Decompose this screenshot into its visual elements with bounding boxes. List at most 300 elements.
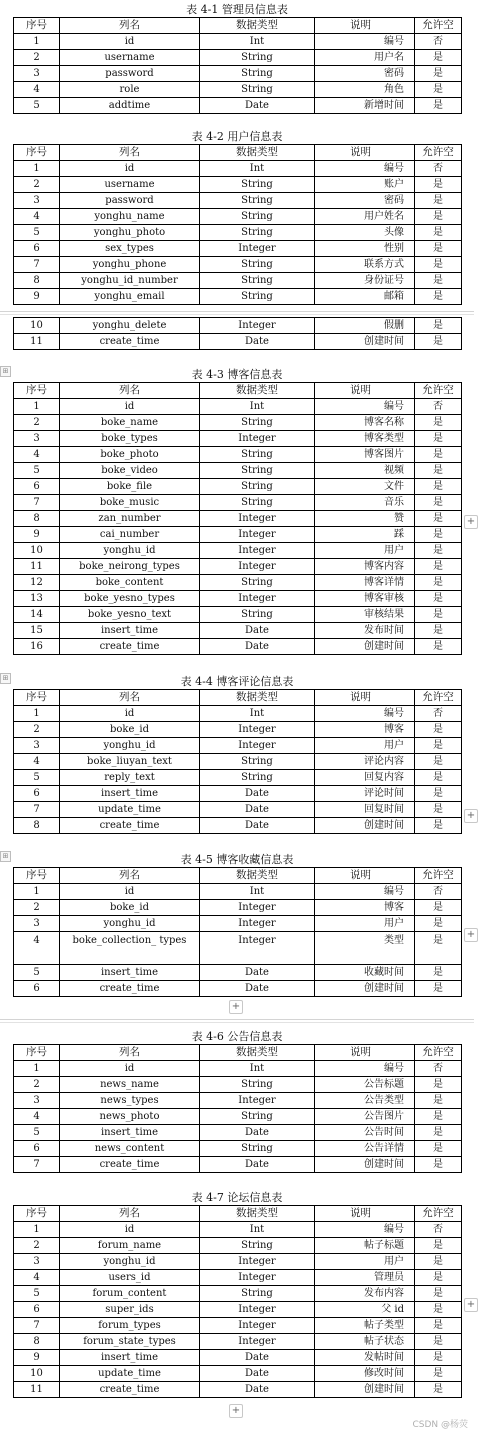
- cell-type: Int: [200, 884, 315, 900]
- cell-type: Integer: [200, 1254, 315, 1270]
- cell-null: 否: [415, 884, 462, 900]
- header-desc: 说明: [315, 868, 415, 884]
- cell-col: yonghu_id: [60, 916, 200, 932]
- header-desc: 说明: [315, 1206, 415, 1222]
- cell-type: Date: [200, 981, 315, 997]
- cell-null: 是: [415, 770, 462, 786]
- header-col: 列名: [60, 383, 200, 399]
- cell-null: 是: [415, 225, 462, 241]
- table-header-row: [14, 18, 462, 34]
- cell-type: String: [200, 415, 315, 431]
- cell-null: 是: [415, 209, 462, 225]
- cell-null: 是: [415, 1238, 462, 1254]
- cell-null: 是: [415, 82, 462, 98]
- table-row: [14, 415, 462, 431]
- cell-null: 是: [415, 981, 462, 997]
- cell-no: 8: [14, 511, 60, 527]
- cell-col: yonghu_id_number: [60, 273, 200, 289]
- cell-null: 是: [415, 1093, 462, 1109]
- header-col: 列名: [60, 1206, 200, 1222]
- table-row: [14, 900, 462, 916]
- cell-type: Integer: [200, 1334, 315, 1350]
- cell-type: Date: [200, 334, 315, 350]
- cell-col: yonghu_id: [60, 1254, 200, 1270]
- cell-desc: 创建时间: [315, 639, 415, 655]
- table-row: [14, 1382, 462, 1398]
- cell-type: Date: [200, 1125, 315, 1141]
- cell-desc: 博客: [315, 900, 415, 916]
- header-type: 数据类型: [200, 690, 315, 706]
- cell-type: String: [200, 770, 315, 786]
- table-row: [14, 981, 462, 997]
- data-table: [13, 144, 462, 305]
- header-null: 允许空: [415, 1206, 462, 1222]
- table-header-row: [14, 145, 462, 161]
- table-continued: [13, 317, 462, 350]
- cell-null: 否: [415, 399, 462, 415]
- table-row: [14, 1061, 462, 1077]
- cell-col: yonghu_phone: [60, 257, 200, 273]
- cell-type: Integer: [200, 241, 315, 257]
- cell-type: String: [200, 463, 315, 479]
- cell-desc: 博客: [315, 722, 415, 738]
- cell-desc: 博客详情: [315, 575, 415, 591]
- cell-desc: 帖子类型: [315, 1318, 415, 1334]
- cell-null: 是: [415, 1286, 462, 1302]
- cell-desc: 发布内容: [315, 1286, 415, 1302]
- cell-desc: 公告类型: [315, 1093, 415, 1109]
- table-move-handle-icon[interactable]: ⊞: [0, 851, 11, 862]
- cell-type: String: [200, 607, 315, 623]
- cell-no: 2: [14, 1077, 60, 1093]
- table-row: [14, 543, 462, 559]
- cell-col: id: [60, 34, 200, 50]
- cell-null: 是: [415, 447, 462, 463]
- header-null: 允许空: [415, 690, 462, 706]
- cell-type: Date: [200, 639, 315, 655]
- cell-desc: 博客名称: [315, 415, 415, 431]
- cell-null: 是: [415, 1109, 462, 1125]
- table-row: [14, 1302, 462, 1318]
- table-row: [14, 399, 462, 415]
- cell-col: update_time: [60, 1366, 200, 1382]
- cell-desc: 假删: [315, 318, 415, 334]
- cell-col: super_ids: [60, 1302, 200, 1318]
- cell-null: 是: [415, 1366, 462, 1382]
- header-col: 列名: [60, 690, 200, 706]
- cell-col: password: [60, 66, 200, 82]
- cell-type: Integer: [200, 559, 315, 575]
- header-no: 序号: [14, 1045, 60, 1061]
- table-row: [14, 1077, 462, 1093]
- cell-null: 是: [415, 1382, 462, 1398]
- table-row: [14, 241, 462, 257]
- add-row-plus-icon[interactable]: +: [229, 1000, 243, 1014]
- cell-type: Date: [200, 1366, 315, 1382]
- cell-no: 6: [14, 786, 60, 802]
- cell-desc: 用户: [315, 916, 415, 932]
- cell-col: forum_name: [60, 1238, 200, 1254]
- cell-no: 4: [14, 209, 60, 225]
- cell-no: 5: [14, 1125, 60, 1141]
- cell-null: 是: [415, 527, 462, 543]
- cell-no: 5: [14, 770, 60, 786]
- table-row: [14, 1350, 462, 1366]
- cell-desc: 密码: [315, 66, 415, 82]
- table-row: [14, 1286, 462, 1302]
- cell-col: yonghu_email: [60, 289, 200, 305]
- table-row: [14, 1366, 462, 1382]
- cell-type: String: [200, 225, 315, 241]
- cell-type: Int: [200, 161, 315, 177]
- cell-null: 是: [415, 479, 462, 495]
- cell-col: create_time: [60, 334, 200, 350]
- cell-null: 是: [415, 1334, 462, 1350]
- cell-no: 1: [14, 706, 60, 722]
- cell-null: 否: [415, 161, 462, 177]
- cell-no: 11: [14, 334, 60, 350]
- cell-col: yonghu_id: [60, 543, 200, 559]
- cell-type: Integer: [200, 722, 315, 738]
- cell-no: 4: [14, 932, 60, 965]
- cell-null: 是: [415, 802, 462, 818]
- table-row: [14, 463, 462, 479]
- cell-col: boke_id: [60, 900, 200, 916]
- data-table: [13, 689, 462, 834]
- header-desc: 说明: [315, 18, 415, 34]
- table-row: [14, 591, 462, 607]
- add-row-plus-icon[interactable]: +: [464, 515, 478, 529]
- table-row: [14, 1109, 462, 1125]
- table-row: [14, 932, 462, 965]
- header-no: 序号: [14, 1206, 60, 1222]
- cell-no: 5: [14, 225, 60, 241]
- table-caption: 表 4-6 公告信息表: [191, 1030, 283, 1043]
- cell-no: 2: [14, 900, 60, 916]
- cell-null: 是: [415, 334, 462, 350]
- cell-type: Integer: [200, 527, 315, 543]
- table-row: [14, 82, 462, 98]
- add-row-plus-icon[interactable]: +: [464, 928, 478, 942]
- cell-desc: 公告时间: [315, 1125, 415, 1141]
- table-caption: 表 4-7 论坛信息表: [191, 1191, 283, 1204]
- table-row: [14, 1093, 462, 1109]
- header-null: 允许空: [415, 1045, 462, 1061]
- cell-type: String: [200, 177, 315, 193]
- cell-null: 是: [415, 1077, 462, 1093]
- table-row: [14, 273, 462, 289]
- data-table: [13, 17, 462, 114]
- cell-col: boke_id: [60, 722, 200, 738]
- cell-no: 9: [14, 1350, 60, 1366]
- cell-no: 7: [14, 1157, 60, 1173]
- cell-type: Integer: [200, 738, 315, 754]
- page-break-line: [0, 1022, 474, 1023]
- cell-type: Date: [200, 786, 315, 802]
- cell-null: 否: [415, 1222, 462, 1238]
- cell-type: Date: [200, 818, 315, 834]
- cell-null: 是: [415, 965, 462, 981]
- page-break-line: [0, 311, 474, 312]
- cell-desc: 性别: [315, 241, 415, 257]
- table-move-handle-icon[interactable]: ⊞: [0, 673, 11, 684]
- cell-type: Date: [200, 802, 315, 818]
- cell-desc: 身份证号: [315, 273, 415, 289]
- cell-type: String: [200, 50, 315, 66]
- header-null: 允许空: [415, 18, 462, 34]
- cell-null: 是: [415, 463, 462, 479]
- cell-no: 11: [14, 1382, 60, 1398]
- header-no: 序号: [14, 145, 60, 161]
- cell-desc: 用户: [315, 543, 415, 559]
- cell-no: 3: [14, 916, 60, 932]
- table-row: [14, 209, 462, 225]
- cell-col: reply_text: [60, 770, 200, 786]
- cell-desc: 账户: [315, 177, 415, 193]
- cell-col: boke_photo: [60, 447, 200, 463]
- cell-type: Integer: [200, 1093, 315, 1109]
- table-row: [14, 1125, 462, 1141]
- cell-null: 是: [415, 273, 462, 289]
- header-no: 序号: [14, 690, 60, 706]
- cell-no: 10: [14, 543, 60, 559]
- table-row: [14, 34, 462, 50]
- cell-null: 是: [415, 98, 462, 114]
- header-col: 列名: [60, 1045, 200, 1061]
- cell-col: create_time: [60, 1382, 200, 1398]
- cell-null: 否: [415, 1061, 462, 1077]
- cell-type: String: [200, 754, 315, 770]
- table-header-row: [14, 1206, 462, 1222]
- header-no: 序号: [14, 18, 60, 34]
- cell-no: 12: [14, 575, 60, 591]
- cell-null: 是: [415, 607, 462, 623]
- cell-col: news_content: [60, 1141, 200, 1157]
- cell-no: 15: [14, 623, 60, 639]
- cell-null: 是: [415, 1157, 462, 1173]
- cell-desc: 博客图片: [315, 447, 415, 463]
- cell-col: boke_music: [60, 495, 200, 511]
- header-type: 数据类型: [200, 145, 315, 161]
- table-row: [14, 884, 462, 900]
- cell-col: forum_content: [60, 1286, 200, 1302]
- cell-desc: 评论时间: [315, 786, 415, 802]
- cell-null: 否: [415, 34, 462, 50]
- header-col: 列名: [60, 868, 200, 884]
- cell-no: 1: [14, 34, 60, 50]
- cell-null: 是: [415, 50, 462, 66]
- cell-null: 是: [415, 639, 462, 655]
- cell-type: String: [200, 479, 315, 495]
- cell-col: insert_time: [60, 786, 200, 802]
- cell-desc: 邮箱: [315, 289, 415, 305]
- cell-col: forum_state_types: [60, 1334, 200, 1350]
- cell-desc: 修改时间: [315, 1366, 415, 1382]
- cell-col: id: [60, 1222, 200, 1238]
- cell-desc: 博客内容: [315, 559, 415, 575]
- table-row: [14, 50, 462, 66]
- table-row: [14, 786, 462, 802]
- cell-type: String: [200, 575, 315, 591]
- cell-desc: 联系方式: [315, 257, 415, 273]
- cell-no: 6: [14, 981, 60, 997]
- cell-col: boke_yesno_text: [60, 607, 200, 623]
- cell-type: String: [200, 1238, 315, 1254]
- table-header-row: [14, 868, 462, 884]
- cell-type: Integer: [200, 431, 315, 447]
- cell-desc: 审核结果: [315, 607, 415, 623]
- cell-no: 6: [14, 479, 60, 495]
- cell-type: String: [200, 66, 315, 82]
- cell-no: 6: [14, 1141, 60, 1157]
- cell-null: 是: [415, 754, 462, 770]
- cell-null: 是: [415, 193, 462, 209]
- cell-col: addtime: [60, 98, 200, 114]
- cell-col: boke_name: [60, 415, 200, 431]
- table-row: [14, 193, 462, 209]
- table-row: [14, 257, 462, 273]
- cell-col: news_types: [60, 1093, 200, 1109]
- cell-col: yonghu_delete: [60, 318, 200, 334]
- cell-desc: 回复内容: [315, 770, 415, 786]
- cell-col: id: [60, 884, 200, 900]
- cell-desc: 新增时间: [315, 98, 415, 114]
- table-row: [14, 1334, 462, 1350]
- cell-col: users_id: [60, 1270, 200, 1286]
- cell-no: 4: [14, 1270, 60, 1286]
- cell-desc: 用户姓名: [315, 209, 415, 225]
- table-row: [14, 334, 462, 350]
- page-break-line: [0, 1019, 474, 1020]
- table-row: [14, 177, 462, 193]
- table-header-row: [14, 1045, 462, 1061]
- cell-no: 7: [14, 1318, 60, 1334]
- cell-no: 10: [14, 318, 60, 334]
- header-null: 允许空: [415, 868, 462, 884]
- page-break-line: [0, 314, 474, 315]
- cell-null: 是: [415, 1350, 462, 1366]
- header-col: 列名: [60, 145, 200, 161]
- cell-col: news_photo: [60, 1109, 200, 1125]
- table-row: [14, 225, 462, 241]
- table-row: [14, 965, 462, 981]
- cell-null: 是: [415, 916, 462, 932]
- header-type: 数据类型: [200, 383, 315, 399]
- add-row-plus-icon[interactable]: +: [229, 1404, 243, 1418]
- cell-col: yonghu_id: [60, 738, 200, 754]
- table-row: [14, 639, 462, 655]
- header-type: 数据类型: [200, 868, 315, 884]
- table-caption: 表 4-3 博客信息表: [191, 368, 283, 381]
- cell-type: String: [200, 209, 315, 225]
- cell-no: 6: [14, 1302, 60, 1318]
- cell-type: Date: [200, 1382, 315, 1398]
- cell-col: news_name: [60, 1077, 200, 1093]
- cell-desc: 文件: [315, 479, 415, 495]
- cell-col: id: [60, 161, 200, 177]
- cell-no: 6: [14, 241, 60, 257]
- cell-type: Date: [200, 623, 315, 639]
- cell-desc: 公告标题: [315, 1077, 415, 1093]
- cell-type: String: [200, 257, 315, 273]
- cell-col: sex_types: [60, 241, 200, 257]
- cell-desc: 创建时间: [315, 1157, 415, 1173]
- header-type: 数据类型: [200, 18, 315, 34]
- header-desc: 说明: [315, 690, 415, 706]
- cell-desc: 管理员: [315, 1270, 415, 1286]
- cell-null: 是: [415, 591, 462, 607]
- cell-null: 是: [415, 511, 462, 527]
- cell-desc: 编号: [315, 884, 415, 900]
- cell-desc: 编号: [315, 1061, 415, 1077]
- table-row: [14, 575, 462, 591]
- cell-col: boke_liuyan_text: [60, 754, 200, 770]
- table-row: [14, 447, 462, 463]
- cell-type: Integer: [200, 543, 315, 559]
- cell-col: boke_types: [60, 431, 200, 447]
- cell-no: 2: [14, 1238, 60, 1254]
- table-row: [14, 161, 462, 177]
- table-caption: 表 4-1 管理员信息表: [186, 3, 288, 16]
- cell-null: 是: [415, 257, 462, 273]
- cell-desc: 父 id: [315, 1302, 415, 1318]
- cell-no: 10: [14, 1366, 60, 1382]
- cell-desc: 收藏时间: [315, 965, 415, 981]
- add-row-plus-icon[interactable]: +: [464, 809, 478, 823]
- cell-null: 是: [415, 1254, 462, 1270]
- cell-desc: 公告详情: [315, 1141, 415, 1157]
- table-move-handle-icon[interactable]: ⊞: [0, 366, 11, 377]
- cell-desc: 创建时间: [315, 1382, 415, 1398]
- cell-no: 9: [14, 527, 60, 543]
- header-col: 列名: [60, 18, 200, 34]
- cell-col: cai_number: [60, 527, 200, 543]
- cell-col: boke_file: [60, 479, 200, 495]
- cell-null: 是: [415, 241, 462, 257]
- cell-null: 是: [415, 559, 462, 575]
- cell-no: 4: [14, 1109, 60, 1125]
- header-null: 允许空: [415, 383, 462, 399]
- header-desc: 说明: [315, 145, 415, 161]
- table-row: [14, 1238, 462, 1254]
- header-no: 序号: [14, 383, 60, 399]
- table-row: [14, 318, 462, 334]
- table-row: [14, 1141, 462, 1157]
- cell-null: 是: [415, 722, 462, 738]
- cell-col: boke_video: [60, 463, 200, 479]
- cell-no: 2: [14, 722, 60, 738]
- cell-col: create_time: [60, 818, 200, 834]
- cell-no: 1: [14, 884, 60, 900]
- table-row: [14, 607, 462, 623]
- cell-col: id: [60, 1061, 200, 1077]
- cell-type: Integer: [200, 1318, 315, 1334]
- cell-no: 5: [14, 1286, 60, 1302]
- table-row: [14, 527, 462, 543]
- cell-no: 7: [14, 257, 60, 273]
- add-row-plus-icon[interactable]: +: [464, 1298, 478, 1312]
- cell-desc: 评论内容: [315, 754, 415, 770]
- cell-null: 是: [415, 318, 462, 334]
- data-table: [13, 867, 462, 997]
- cell-col: create_time: [60, 981, 200, 997]
- cell-type: Integer: [200, 1270, 315, 1286]
- cell-no: 2: [14, 50, 60, 66]
- cell-desc: 用户: [315, 738, 415, 754]
- cell-desc: 角色: [315, 82, 415, 98]
- cell-no: 7: [14, 495, 60, 511]
- cell-no: 5: [14, 965, 60, 981]
